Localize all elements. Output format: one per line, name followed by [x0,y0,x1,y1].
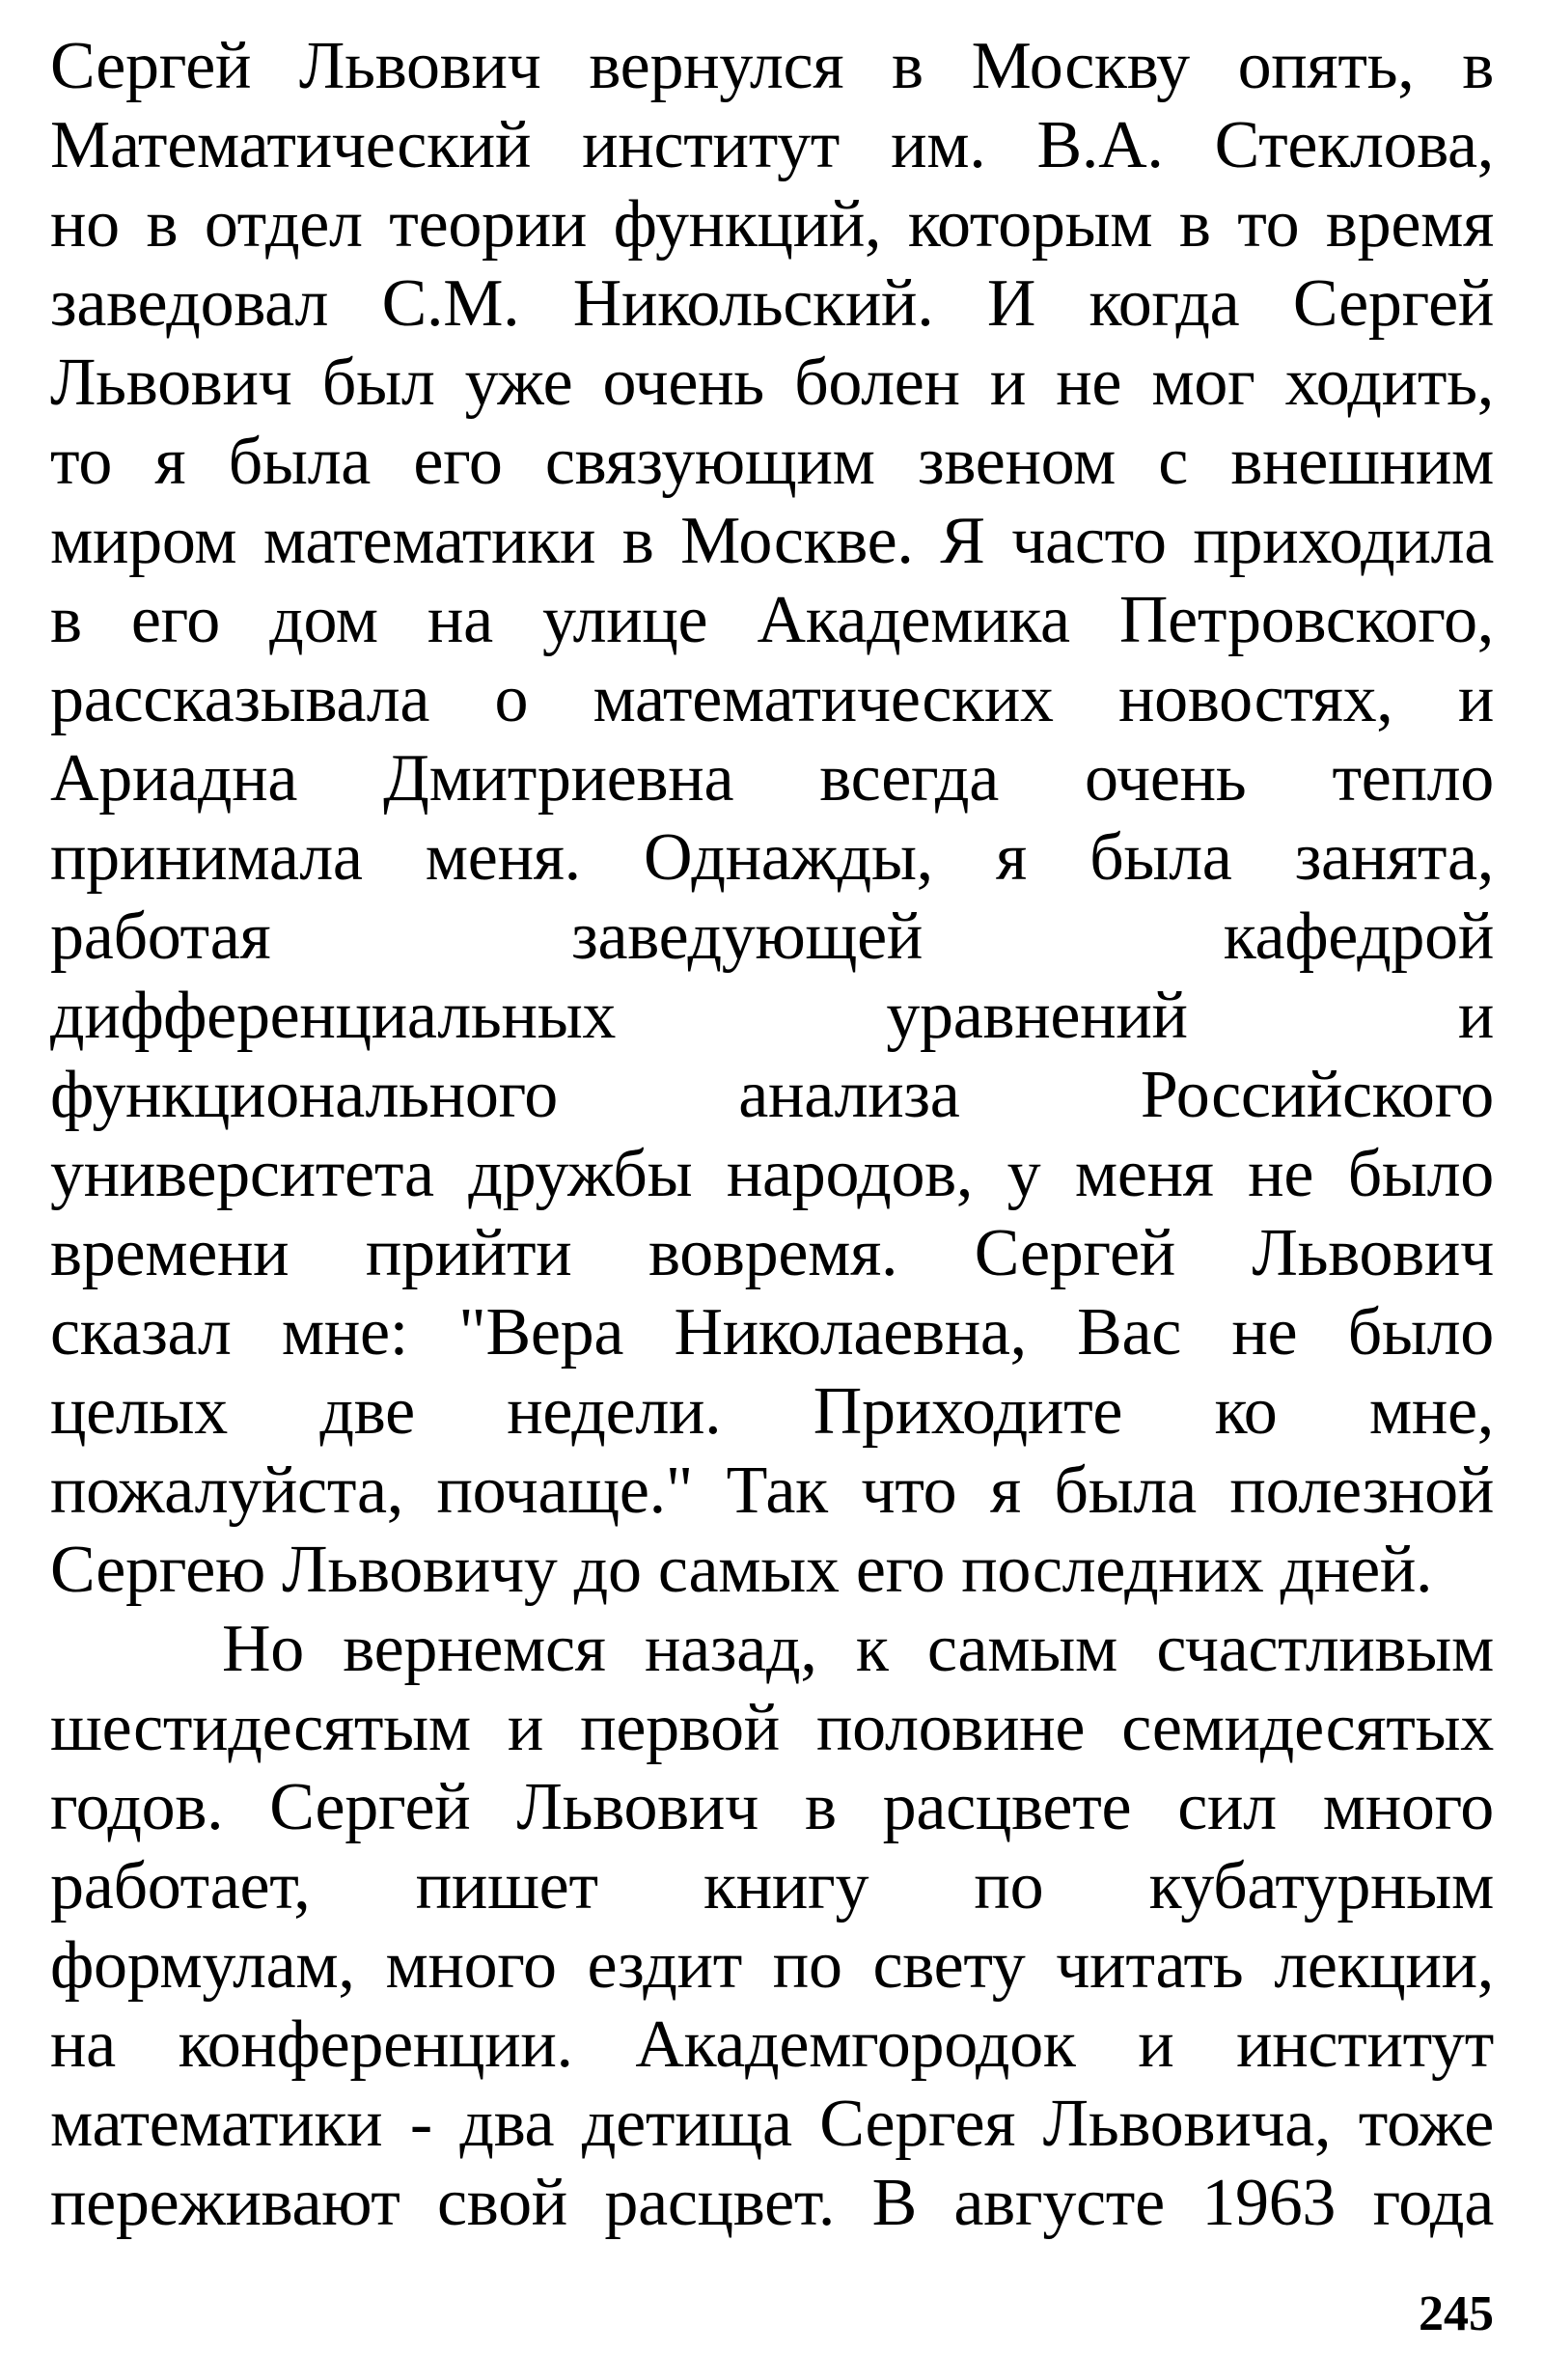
text-line: работает, пишет книгу по кубатурным [50,1849,1494,1923]
text-line: Но вернемся назад, к самым счастливым [222,1612,1494,1686]
text-line: Львович был уже очень болен и не мог ходить, [50,346,1494,420]
text-line: пожалуйста, почаще." Так что я была полезной [50,1453,1494,1528]
text-line: на конференции. Академгородок и институт [50,2007,1494,2082]
text-line: формулам, много ездит по свету читать лекции, [50,1928,1494,2003]
text-line: сказал мне: "Вера Николаевна, Вас не было [50,1295,1494,1370]
text-line: в его дом на улице Академика Петровского, [50,583,1494,657]
text-line: заведовал С.М. Никольский. И когда Сергей [50,266,1494,341]
text-line: но в отдел теории функций, которым в то время [50,187,1494,262]
text-line: работая заведующей кафедрой [50,899,1494,974]
text-line: принимала меня. Однажды, я была занята, [50,820,1494,895]
book-page [50,27,1494,2353]
text-line: времени прийти вовремя. Сергей Львович [50,1216,1494,1290]
text-line: то я была его связующим звеном с внешним [50,425,1494,499]
text-line: функционального анализа Российского [50,1058,1494,1132]
text-line: рассказывала о математических новостях, и [50,662,1494,736]
text-line: миром математики в Москве. Я часто приходила [50,504,1494,578]
text-line: Математический институт им. В.А. Стеклова, [50,108,1494,182]
text-line: дифференциальных уравнений и [50,979,1494,1053]
text-line: Сергею Львовичу до самых его последних дней. [50,1533,1433,1607]
text-line: университета дружбы народов, у меня не было [50,1137,1494,1211]
text-line: математики - два детища Сергея Львовича, тоже [50,2087,1494,2161]
text-line: шестидесятым и первой половине семидесятых [50,1691,1494,1765]
text-line: Ариадна Дмитриевна всегда очень тепло [50,741,1494,816]
text-line: целых две недели. Приходите ко мне, [50,1374,1494,1449]
page-number: 245 [1419,2286,1494,2341]
text-line: годов. Сергей Львович в расцвете сил много [50,1770,1494,1844]
text-line: переживают свой расцвет. В августе 1963 года [50,2166,1494,2240]
text-line: Сергей Львович вернулся в Москву опять, в [50,29,1494,103]
